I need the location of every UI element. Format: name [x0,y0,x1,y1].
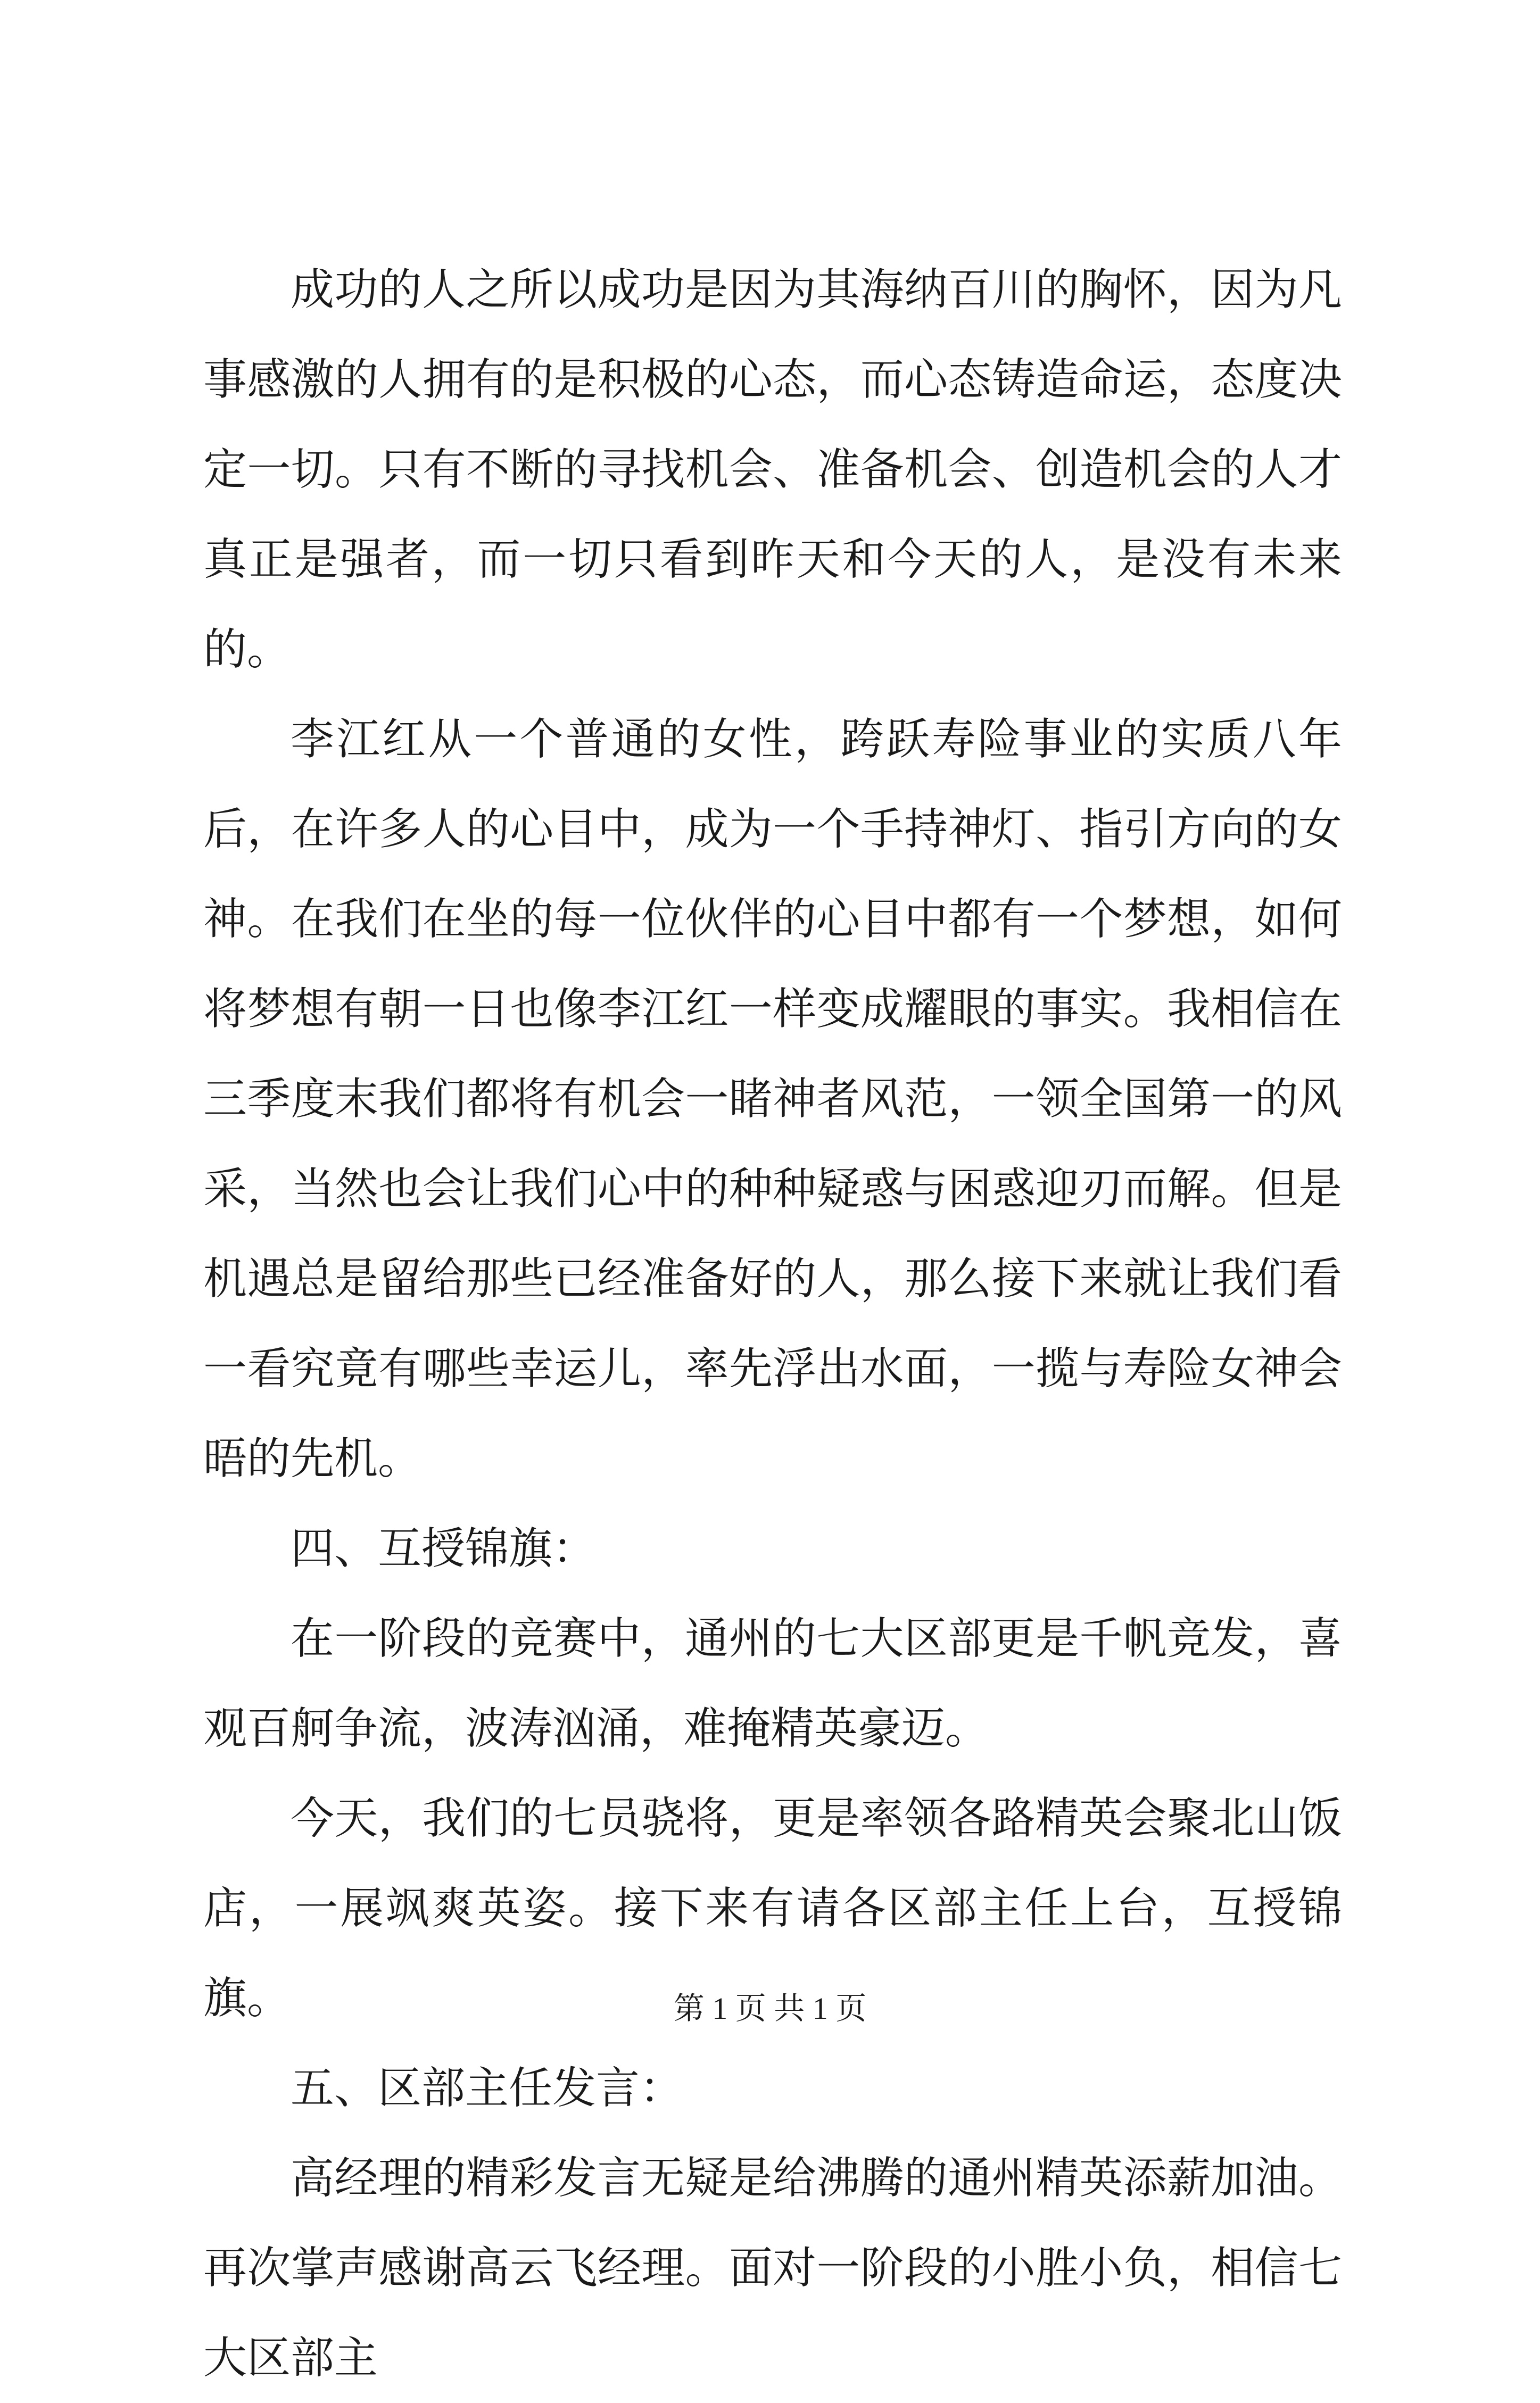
paragraph-1: 成功的人之所以成功是因为其海纳百川的胸怀，因为凡事感激的人拥有的是积极的心态，而心态铸造命运，态度决定一切。只有不断的寻找机会、准备机会、创造机会的人才真正是强者，而一切只看到昨天和今天的人，是没有未来的。 [203,264,1342,675]
paragraph-2: 李江红从一个普通的女性，跨跃寿险事业的实质八年后，在许多人的心目中，成为一个手持神灯、指引方向的女神。在我们在坐的每一位伙伴的心目中都有一个梦想，如何将梦想有朝一日也像李江红一样变成耀眼的事实。我相信在三季度末我们都将有机会一睹神者风范，一领全国第一的风采，当然也会让我们心中的种种疑惑与困惑迎刃而解。但是机遇总是留给那些已经准备好的人，那么接下来就让我们看一看究竟有哪些幸运儿，率先浮出水面，一揽与寿险女神会晤的先机。 [203,714,1342,1484]
section-heading-exchange-banners: 四、互授锦旗： [291,1523,597,1574]
section-heading-director-speech: 五、区部主任发言： [291,2063,684,2114]
paragraph-5: 高经理的精彩发言无疑是给沸腾的通州精英添薪加油。再次掌声感谢高云飞经理。面对一阶段的小胜小负，相信七大区部主 [203,2153,1342,2383]
paragraph-4: 今天，我们的七员骁将，更是率领各路精英会聚北山饭店，一展飒爽英姿。接下来有请各区部主任上台，互授锦旗。 [203,1793,1342,2024]
page-footer: 第 1 页 共 1 页 [673,1991,867,2026]
document-body [203,245,1342,2403]
paragraph-3: 在一阶段的竞赛中，通州的七大区部更是千帆竞发，喜观百舸争流，波涛汹涌，难掩精英豪迈。 [203,1613,1342,1754]
